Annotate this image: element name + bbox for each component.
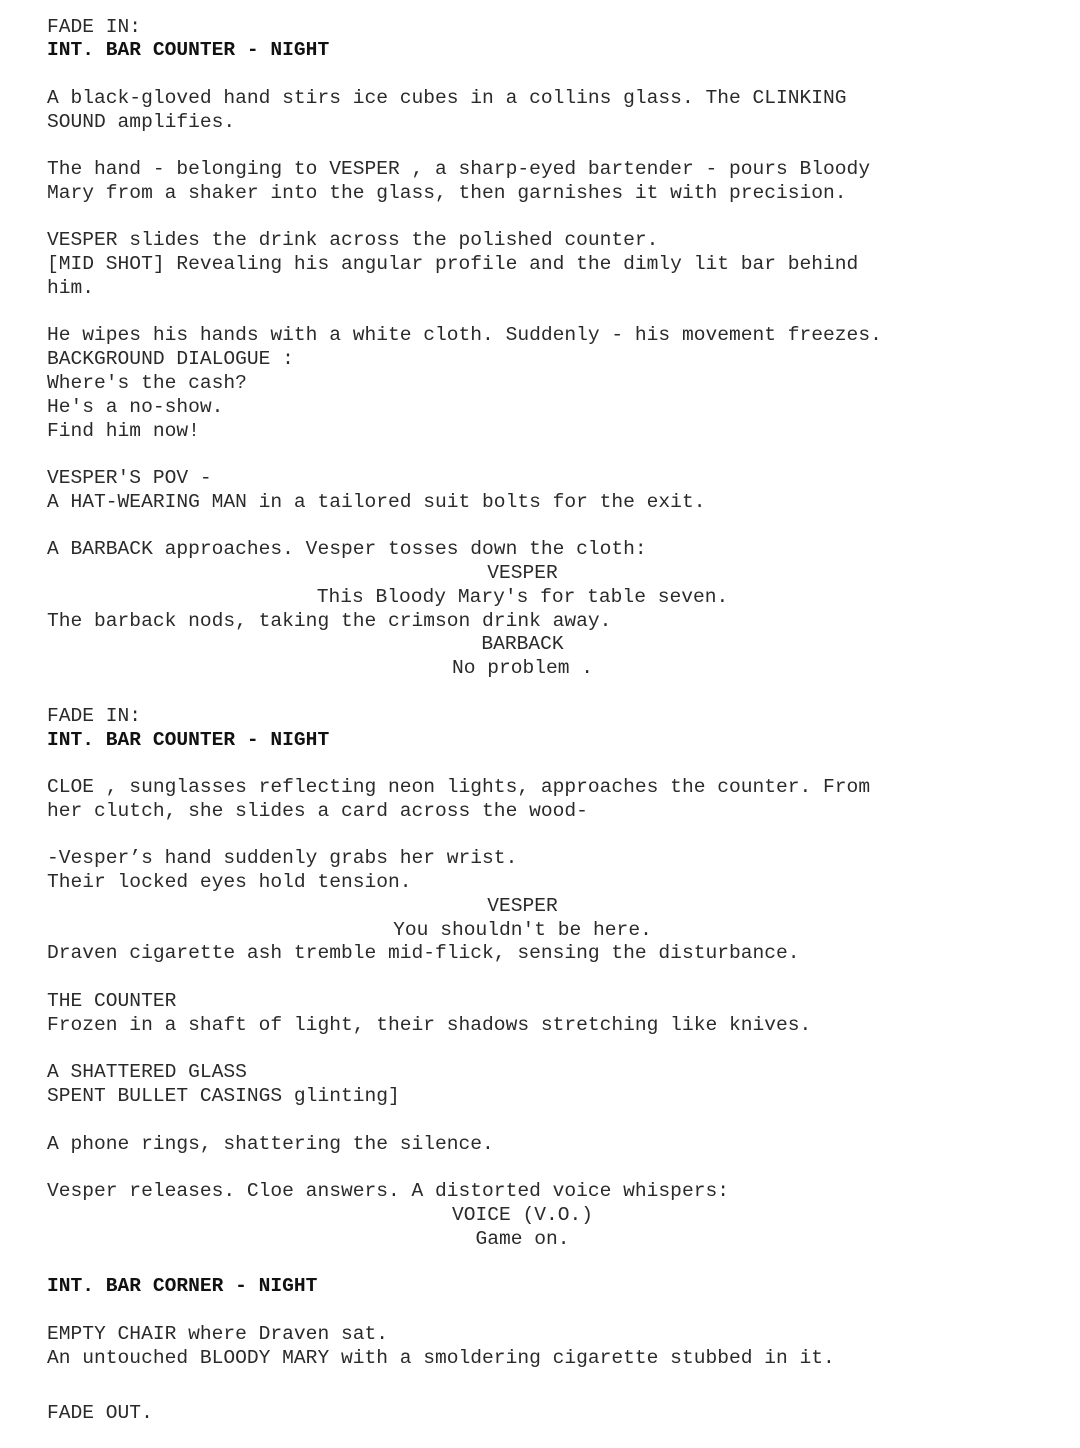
action-line: EMPTY CHAIR where Draven sat. xyxy=(47,1323,388,1345)
character-cue: VESPER xyxy=(487,895,558,917)
action-line: An untouched BLOODY MARY with a smoldering cigarette stubbed in it. xyxy=(47,1347,835,1369)
action-line: Frozen in a shaft of light, their shadows stretching like knives. xyxy=(47,1014,812,1036)
action-line: -Vesper’s hand suddenly grabs her wrist. xyxy=(47,847,518,869)
transition: FADE OUT. xyxy=(47,1402,153,1424)
action-line: THE COUNTER xyxy=(47,990,177,1012)
action-line: CLOE , sunglasses reflecting neon lights, approaches the counter. From xyxy=(47,776,871,798)
action-line: A SHATTERED GLASS xyxy=(47,1061,247,1083)
action-line: Where's the cash? xyxy=(47,372,247,394)
action-line: He wipes his hands with a white cloth. Suddenly - his movement freezes. xyxy=(47,324,882,346)
action-line: VESPER slides the drink across the polished counter. xyxy=(47,229,659,251)
character-cue: BARBACK xyxy=(481,633,564,655)
action-line: A HAT-WEARING MAN in a tailored suit bolts for the exit. xyxy=(47,491,706,513)
action-line: The hand - belonging to VESPER , a sharp-eyed bartender - pours Bloody xyxy=(47,158,871,180)
action-line: SPENT BULLET CASINGS glinting] xyxy=(47,1085,400,1107)
transition: FADE IN: xyxy=(47,16,142,38)
action-line: The barback nods, taking the crimson drink away. xyxy=(47,610,612,632)
action-line: BACKGROUND DIALOGUE : xyxy=(47,348,294,370)
scene-heading: INT. BAR CORNER - NIGHT xyxy=(47,1275,318,1297)
scene-heading: INT. BAR COUNTER - NIGHT xyxy=(47,39,330,61)
action-line: A BARBACK approaches. Vesper tosses down the cloth: xyxy=(47,538,647,560)
scene-heading: INT. BAR COUNTER - NIGHT xyxy=(47,729,330,751)
action-line: A black-gloved hand stirs ice cubes in a collins glass. The CLINKING xyxy=(47,87,847,109)
dialogue: No problem . xyxy=(451,657,594,679)
action-line: SOUND amplifies. xyxy=(47,111,236,133)
action-line: her clutch, she slides a card across the wood- xyxy=(47,800,588,822)
action-line: Find him now! xyxy=(47,420,200,442)
action-line: him. xyxy=(47,277,95,299)
action-line: He's a no-show. xyxy=(47,396,224,418)
action-line: Their locked eyes hold tension. xyxy=(47,871,412,893)
action-line: A phone rings, shattering the silence. xyxy=(47,1133,494,1155)
dialogue: This Bloody Mary's for table seven. xyxy=(316,586,729,608)
dialogue: You shouldn't be here. xyxy=(393,919,652,941)
action-line: [MID SHOT] Revealing his angular profile and the dimly lit bar behind xyxy=(47,253,859,275)
action-line: Vesper releases. Cloe answers. A distorted voice whispers: xyxy=(47,1180,729,1202)
character-cue: VESPER xyxy=(487,562,558,584)
dialogue: Game on. xyxy=(475,1228,570,1250)
transition: FADE IN: xyxy=(47,705,142,727)
action-line: VESPER'S POV - xyxy=(47,467,212,489)
action-line: Mary from a shaker into the glass, then garnishes it with precision. xyxy=(47,182,847,204)
action-line: Draven cigarette ash tremble mid-flick, sensing the disturbance. xyxy=(47,942,800,964)
character-cue: VOICE (V.O.) xyxy=(451,1204,594,1226)
